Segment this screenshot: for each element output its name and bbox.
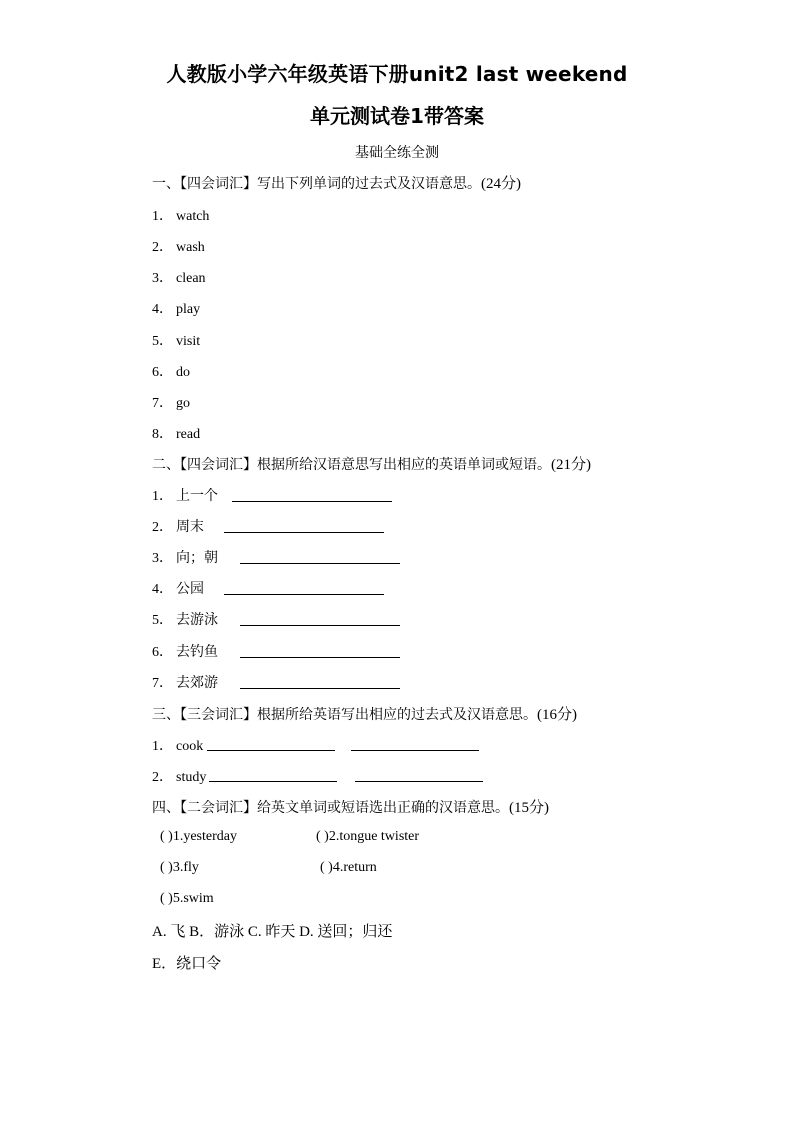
item-number: 6． [152, 365, 173, 380]
section1-item [152, 298, 200, 318]
item-number: 2． [152, 520, 173, 535]
item-word: play [176, 302, 201, 317]
options-line: A. 飞 B．游泳 C. 昨天 D. 送回；归还 [152, 924, 393, 940]
section2-item [152, 641, 218, 661]
item-number: 1． [152, 739, 173, 754]
choice-item[interactable]: ( )5.swim [160, 891, 214, 906]
answer-blank[interactable] [351, 750, 479, 751]
choice-item[interactable]: ( )4.return [320, 860, 377, 875]
section2-item [152, 578, 204, 598]
section2-item [152, 516, 204, 536]
section1-points: (24分) [481, 176, 521, 192]
answer-blank[interactable] [209, 781, 337, 782]
section3-item [152, 766, 206, 786]
item-word: read [176, 427, 201, 442]
item-word: go [176, 396, 190, 411]
section1-item [152, 236, 205, 256]
section4-heading [152, 796, 549, 817]
answer-blank[interactable] [240, 625, 400, 626]
item-word: 上一个 [176, 488, 218, 504]
choice-item[interactable]: ( )1.yesterday [160, 829, 237, 844]
item-number: 3． [152, 271, 173, 286]
section1-item [152, 423, 200, 443]
section2-item [152, 547, 218, 567]
answer-blank[interactable] [207, 750, 335, 751]
item-number: 2． [152, 770, 173, 785]
answer-blank[interactable] [355, 781, 483, 782]
section1-heading [152, 172, 521, 193]
choice-item[interactable]: ( )2.tongue twister [316, 829, 420, 844]
section1-item [152, 392, 190, 412]
section1-item [152, 361, 190, 381]
item-number: 4． [152, 582, 173, 597]
item-word: wash [176, 240, 205, 255]
section2-points: (21分) [551, 457, 591, 473]
section3-heading-text: 三、【三会词汇】根据所给英语写出相应的过去式及汉语意思。 [152, 707, 537, 723]
section1-item [152, 330, 200, 350]
item-number: 4． [152, 302, 173, 317]
item-number: 1． [152, 489, 173, 504]
document-title-line1: 人教版小学六年级英语下册unit2 last weekend [166, 62, 628, 86]
item-number: 3． [152, 551, 173, 566]
section3-heading [152, 703, 577, 724]
section2-item [152, 672, 218, 692]
item-word: 去郊游 [176, 675, 218, 691]
answer-blank[interactable] [240, 563, 400, 564]
item-word: study [176, 770, 207, 785]
section4-points: (15分) [509, 800, 549, 816]
answer-blank[interactable] [240, 657, 400, 658]
item-number: 5． [152, 334, 173, 349]
section2-heading [152, 453, 591, 474]
section1-item [152, 267, 206, 287]
item-number: 6． [152, 645, 173, 660]
item-number: 7． [152, 676, 173, 691]
section3-item [152, 735, 203, 755]
answer-blank[interactable] [224, 594, 384, 595]
answer-blank[interactable] [224, 532, 384, 533]
section3-points: (16分) [537, 707, 577, 723]
item-word: cook [176, 739, 204, 754]
item-word: 向；朝 [176, 550, 218, 566]
section2-heading-text: 二、【四会词汇】根据所给汉语意思写出相应的英语单词或短语。 [152, 457, 551, 473]
item-number: 1． [152, 209, 173, 224]
section2-item [152, 485, 218, 505]
item-word: 公园 [176, 581, 204, 597]
item-number: 7． [152, 396, 173, 411]
item-number: 2． [152, 240, 173, 255]
item-word: visit [176, 334, 201, 349]
item-word: 去钓鱼 [176, 644, 218, 660]
choice-item[interactable]: ( )3.fly [160, 860, 199, 875]
item-word: watch [176, 209, 210, 224]
section1-item [152, 205, 209, 225]
answer-blank[interactable] [232, 501, 392, 502]
section2-item [152, 609, 218, 629]
answer-blank[interactable] [240, 688, 400, 689]
item-number: 5． [152, 613, 173, 628]
section4-heading-text: 四、【二会词汇】给英文单词或短语选出正确的汉语意思。 [152, 800, 509, 816]
section1-heading-text: 一、【四会词汇】写出下列单词的过去式及汉语意思。 [152, 176, 481, 192]
item-word: do [176, 365, 190, 380]
document-title-line2: 单元测试卷1带答案 [310, 104, 484, 128]
item-word: 周末 [176, 519, 204, 535]
item-word: clean [176, 271, 206, 286]
item-number: 8． [152, 427, 173, 442]
document-subtitle: 基础全练全测 [355, 145, 439, 161]
options-line: E．绕口令 [152, 956, 222, 972]
item-word: 去游泳 [176, 612, 218, 628]
